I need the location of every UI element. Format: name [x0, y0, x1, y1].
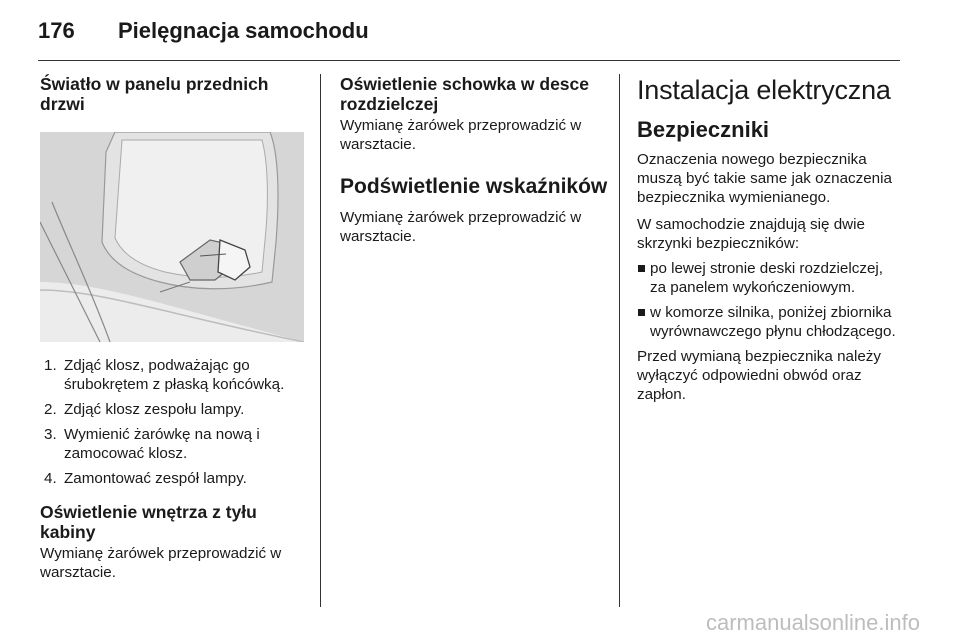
watermark: carmanualsonline.info: [705, 610, 920, 635]
list-item: 1. Zdjąć klosz, podważając go śrubokrętem z płaską końcówką.: [44, 357, 285, 393]
list-item: w komorze silnika, poniżej zbiornika wyrównawczego płynu chłodzącego.: [637, 303, 903, 341]
fuses-paragraph-1: Oznaczenia nowego bezpiecznika muszą być takie same jak oznaczenia bezpiecznika wymienianego.: [637, 151, 892, 206]
instrument-lighting-text: Wymianę żarówek przeprowadzić w warsztacie.: [340, 209, 582, 245]
section-heading-door-light: Światło w panelu przednich drzwi: [40, 74, 269, 114]
column-divider-2: [619, 74, 620, 607]
section-heading-instrument-lighting: Podświetlenie wskaźników: [340, 175, 608, 198]
glovebox-light-text: Wymianę żarówek przeprowadzić w warsztacie.: [340, 117, 582, 153]
fuse-box-list: [637, 259, 903, 341]
list-item: 3. Wymienić żarówkę na nową i zamocować klosz.: [44, 426, 260, 462]
steps-list: [40, 356, 306, 488]
header-rule: [38, 60, 900, 61]
column-divider-1: [320, 74, 321, 607]
column-1: [40, 74, 306, 582]
fuses-paragraph-2: W samochodzie znajdują się dwie skrzynki bezpieczników:: [637, 216, 865, 252]
square-bullet-icon: [638, 309, 645, 316]
door-light-illustration: [40, 132, 304, 342]
chapter-title: Instalacja elektryczna: [637, 75, 891, 105]
section-heading-fuses: Bezpieczniki: [637, 117, 770, 142]
fuses-paragraph-3: Przed wymianą bezpiecznika należy wyłączyć odpowiedni obwód oraz zapłon.: [637, 348, 881, 403]
list-item: po lewej stronie deski rozdzielczej, za panelem wykończeniowym.: [637, 259, 903, 297]
list-item: 2. Zdjąć klosz zespołu lampy.: [44, 401, 245, 418]
running-title: Pielęgnacja samochodu: [118, 18, 369, 43]
page-header: [38, 12, 902, 52]
section-heading-glovebox-light: Oświetlenie schowka w desce rozdzielczej: [340, 74, 589, 114]
page-number: 176: [38, 18, 75, 43]
section-heading-rear-cabin-light: Oświetlenie wnętrza z tyłu kabiny: [40, 502, 257, 542]
column-2: [340, 74, 610, 246]
rear-cabin-light-text: Wymianę żarówek przeprowadzić w warsztacie.: [40, 545, 282, 581]
column-3: [637, 74, 903, 404]
square-bullet-icon: [638, 265, 645, 272]
list-item: 4. Zamontować zespół lampy.: [44, 470, 247, 487]
